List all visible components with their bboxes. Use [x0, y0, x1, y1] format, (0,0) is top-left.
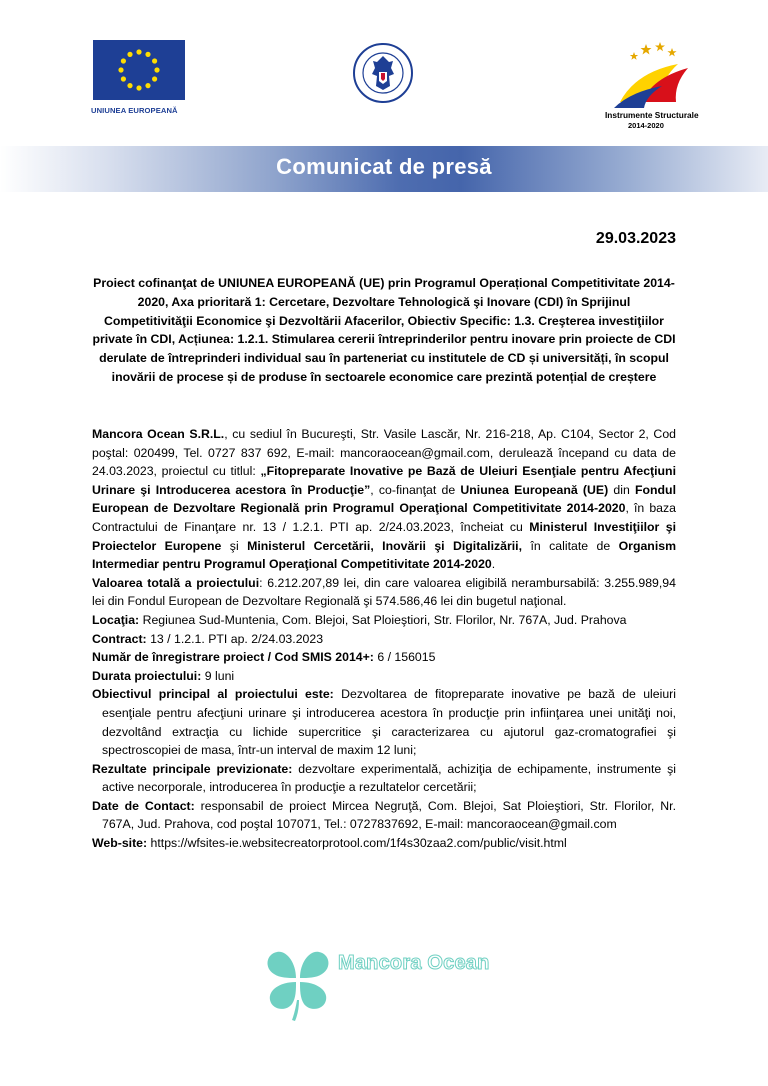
field-smis-code — [92, 648, 676, 667]
instrumente-structurale-years: 2014-2020 — [628, 121, 664, 130]
body-text: , în baza Contractului de Finanţare nr. 13 / 1.2.1. PTI ap. 2/24.03.2023, încheiat cu — [92, 501, 676, 534]
field-website — [92, 834, 676, 853]
instrumente-structurale-caption: Instrumente Structurale — [605, 110, 699, 120]
field-label: Obiectivul principal al proiectului este: — [92, 687, 334, 702]
field-total-value — [92, 574, 676, 611]
field-value: responsabil de proiect Mircea Negruţă, Com. Blejoi, Sat Ploieştiori, Str. Florilor, Nr. 767A, Jud. Prahova, cod poştal 107071, Tel.: 0727837692, E-mail: mancoraocean@gmail.com — [102, 798, 676, 832]
intermediate-body: Organism Intermediar pentru Programul Operaţional Competitivitate 2014-2020 — [92, 538, 677, 572]
eu-logo — [91, 40, 187, 118]
body-text: , cu sediul în Bucureşti, Str. Vasile Lascăr, Nr. 216-218, Ap. C104, Sector 2, Cod poştal: 020499, Tel. 0727 837 692, E-mail: mancoraocean@gmail.com, derulează începand cu data de 24.03.2023, proiectul cu titlul: — [92, 427, 676, 479]
field-label: Date de Contact: — [92, 798, 195, 813]
project-intro: Proiect cofinanţat de UNIUNEA EUROPEANĂ (UE) prin Programul Operațional Competitivitate 2014-2020, Axa prioritară 1: Cercetare, Dezvoltare Tehnologică şi Inovare (CDI) în Sprijinul Competitivităţii Economice şi Dezvoltării Afacerilor, Obiectiv Specific: 1.3. Creşterea investiţiilor private în CDI, Acțiunea: 1.2.1. Stimularea cererii întreprinderilor pentru inovare prin proiecte de CDI derulate de întreprinderi individual sau în parteneriat cu institutele de CD și universități, în scopul inovării de procese și de produse în sectoarele economice care prezintă potențial de creștere — [92, 276, 676, 384]
eu-caption: UNIUNEA EUROPEANĂ — [91, 106, 178, 115]
press-release-body — [92, 425, 676, 853]
field-value: Dezvoltarea de fitopreparate inovative pe bază de uleiuri esenţiale pentru afecţiuni urinare şi introducerea acestora în producţie prin infiinţarea unei unităţi noi, dezvoltând extracţia cu lichide supercritice şi caracterizarea cu ajutorul gaz-cromatografiei şi spectroscopiei de masa, într-un interval de maxim 12 luni; — [102, 687, 677, 758]
field-label: Valoarea totală a proiectului — [92, 575, 260, 590]
press-release-title: Comunicat de presă — [276, 154, 492, 179]
company-name: Mancora Ocean S.R.L. — [92, 427, 225, 441]
field-label: Contract: — [92, 631, 147, 646]
funder-eu: Uniunea Europeană (UE) — [460, 482, 609, 497]
clover-leaf-icon — [262, 944, 334, 1022]
field-value: 13 / 1.2.1. PTI ap. 2/24.03.2023 — [150, 631, 324, 646]
field-contract — [92, 630, 676, 649]
release-date: 29.03.2023 — [595, 230, 676, 247]
field-value: 6 / 156015 — [377, 650, 436, 665]
body-text: în calitate de — [522, 538, 619, 553]
field-label: Durata proiectului: — [92, 668, 202, 683]
project-title: „Fitopreparate Inovative pe Bază de Uleiuri Esenţiale pentru Afecţiuni Urinare şi Introducerea acestora în Producţie” — [92, 464, 676, 497]
field-location — [92, 611, 676, 630]
field-label: Număr de înregistrare proiect / Cod SMIS 2014+: — [92, 650, 374, 665]
body-text: . — [491, 557, 496, 572]
field-value: Regiunea Sud-Muntenia, Com. Blejoi, Sat Ploieştiori, Str. Florilor, Nr. 767A, Jud. Prahova — [142, 612, 627, 627]
website-link[interactable]: https://wfsites-ie.websitecreatorprotool.com/1f4s30zaa2.com/public/visit.html — [150, 836, 567, 851]
field-value: dezvoltare experimentală, achiziţia de echipamente, instrumente şi active necorporale, introducerea în producţie a rezultatelor cercetării; — [102, 761, 677, 795]
field-sep: : — [259, 575, 268, 590]
brand-name: Mancora Ocean — [338, 952, 490, 974]
body-text: şi — [221, 538, 248, 553]
field-label: Rezultate principale previzionate: — [92, 761, 293, 776]
field-contact — [92, 797, 676, 834]
field-value: 9 luni — [204, 668, 235, 683]
government-of-romania-logo — [352, 42, 414, 104]
field-main-objective — [92, 685, 676, 759]
body-text: din — [608, 482, 636, 497]
fund-name: Fondul European de Dezvoltare Regională prin Programul Operaţional Competitivitate 2014-2020 — [92, 482, 676, 516]
ministry-investments: Ministerul Investiţiilor şi Proiectelor Europene — [92, 519, 676, 553]
ministry-research: Ministerul Cercetării, Inovării şi Digitalizării, — [247, 538, 523, 553]
eu-flag-icon — [93, 40, 185, 100]
field-expected-results — [92, 760, 676, 797]
field-value: 6.212.207,89 lei, din care valoarea eligibilă nerambursabilă: 3.255.989,94 lei din Fondul European de Dezvoltare Regională şi 574.586,46 lei din bugetul naţional. — [92, 575, 676, 609]
field-label: Web-site: — [92, 836, 148, 851]
field-duration — [92, 667, 676, 686]
project-description — [92, 425, 676, 574]
body-text: , co-finanţat de — [370, 482, 461, 497]
field-sep — [334, 687, 341, 701]
field-label: Locaţia: — [92, 612, 140, 627]
